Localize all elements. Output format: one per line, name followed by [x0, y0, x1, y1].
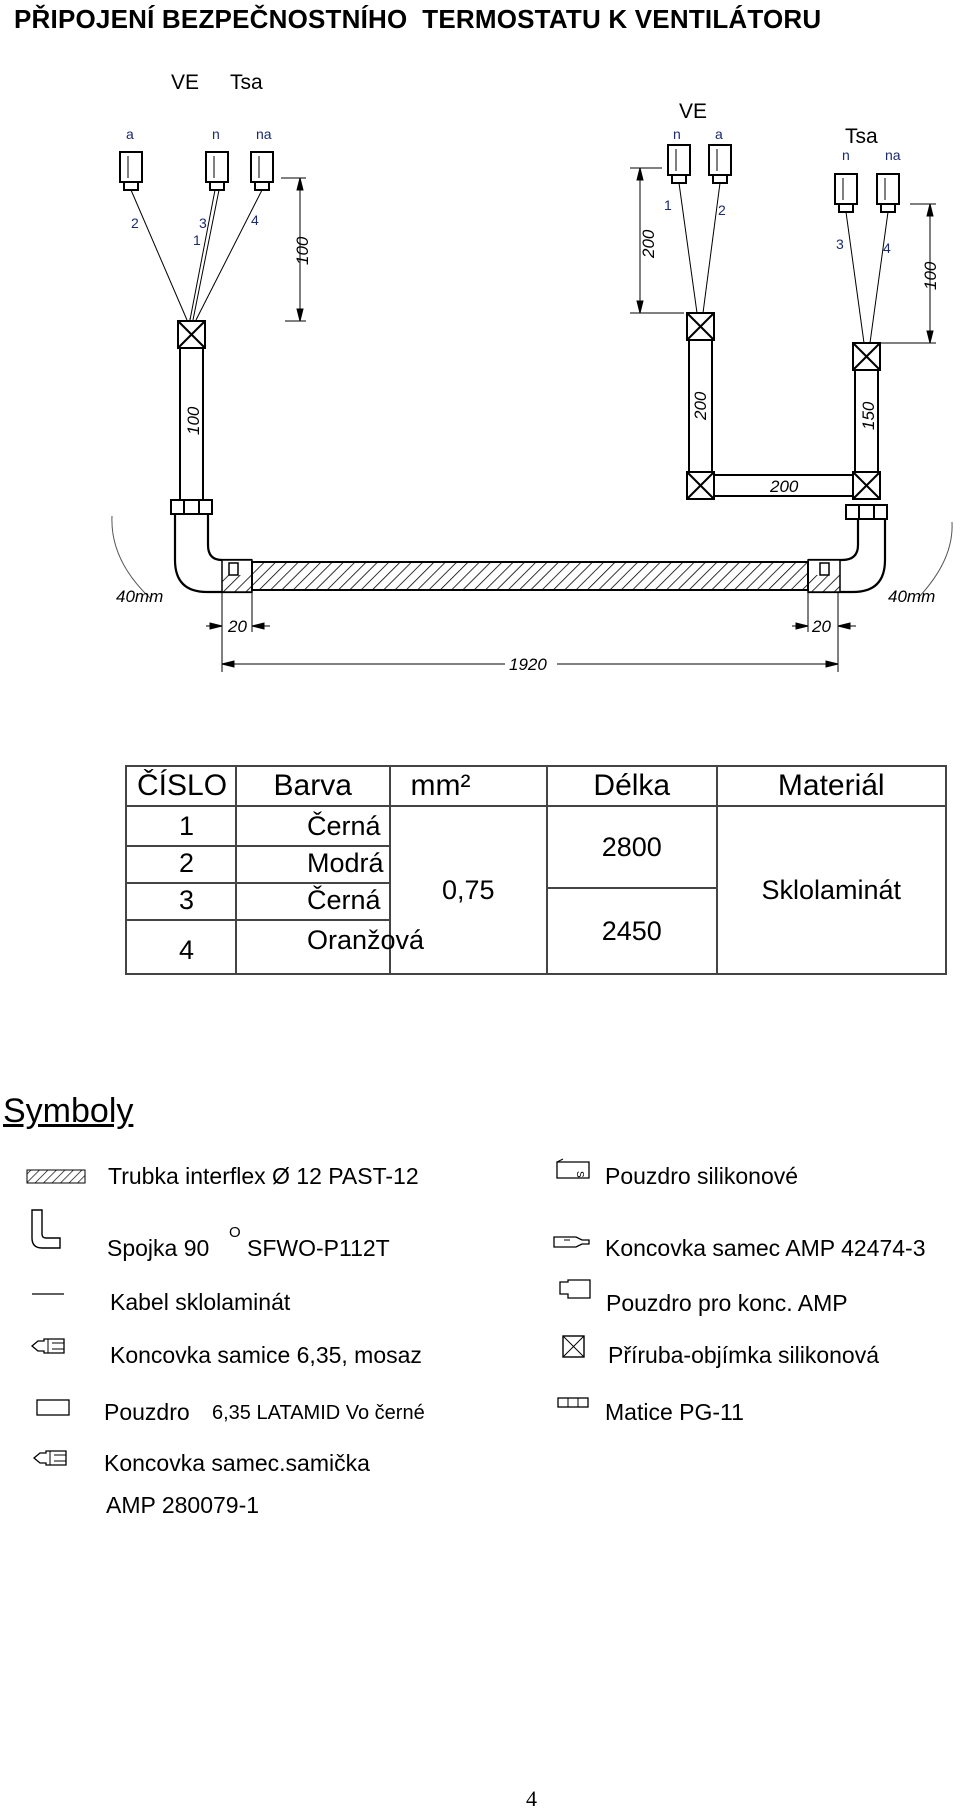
female-terminal-icon	[30, 1336, 68, 1356]
radius-left-label: 40mm	[116, 587, 164, 606]
right-tsa-connector-n: n	[842, 147, 850, 163]
right-ve-connector-n: n	[673, 126, 681, 142]
right-wire-2: 2	[718, 202, 726, 218]
row-number-4: 4	[179, 935, 195, 965]
row-color-2: Modrá	[307, 848, 384, 878]
housing-icon	[36, 1398, 72, 1418]
right-ve-connector-a: a	[715, 126, 723, 142]
length-2800: 2800	[601, 832, 662, 862]
left-wires	[131, 190, 262, 322]
male-female-terminal-icon	[32, 1448, 70, 1468]
radius-right-label: 40mm	[888, 587, 936, 606]
material-value: Sklolaminát	[761, 874, 902, 905]
right-ve-label: VE	[679, 100, 708, 123]
interflex-tube	[252, 562, 808, 590]
total-length-label: 1920	[509, 655, 547, 674]
cross-section-value: 0,75	[441, 874, 495, 905]
amp-housing-icon	[558, 1278, 594, 1302]
left-dim-label: 100	[293, 236, 312, 265]
symbol-label-amp-housing: Pouzdro pro konc. AMP	[606, 1290, 848, 1316]
row-color-3: Černá	[307, 885, 381, 915]
table-header-mm2: mm²	[390, 766, 548, 806]
symbols-heading: Symboly	[3, 1092, 134, 1130]
table-header-delka: Délka	[547, 766, 716, 806]
symbol-label-silicone-sleeve: Pouzdro silikonové	[605, 1163, 799, 1189]
left-ve-label: VE	[171, 71, 200, 94]
row-color-1: Černá	[307, 811, 381, 841]
wire-table	[125, 765, 947, 975]
left-flange-top	[178, 321, 205, 348]
nut-icon	[557, 1396, 591, 1410]
right-tsa-label: Tsa	[845, 125, 878, 148]
left-tsa-label: Tsa	[230, 71, 263, 94]
right-wire-4: 4	[883, 240, 891, 256]
symbol-label-housing: Pouzdro	[104, 1399, 190, 1425]
left-wire-1: 1	[193, 232, 201, 248]
length-2450: 2450	[601, 916, 662, 946]
wiring-diagram	[0, 0, 960, 760]
symbol-label-housing-spec: 6,35 LATAMID Vo černé	[212, 1402, 425, 1424]
male-terminal-icon	[552, 1232, 592, 1252]
table-header-barva: Barva	[236, 766, 390, 806]
offset-left-label: 20	[228, 617, 247, 636]
page-number: 4	[526, 1786, 537, 1811]
icon-s-letter: S	[574, 1171, 585, 1178]
right-horizontal-tube-dim: 200	[770, 477, 799, 496]
right-wire-3: 3	[836, 236, 844, 252]
symbol-label-female-terminal: Koncovka samice 6,35, mosaz	[110, 1342, 422, 1368]
symbol-label-amp-280079: AMP 280079-1	[106, 1492, 260, 1518]
symbol-label-flange: Příruba-objímka silikonová	[608, 1342, 880, 1368]
silicone-sleeve-icon	[555, 1158, 593, 1182]
symbol-label-cable: Kabel sklolaminát	[110, 1289, 291, 1315]
right-tsa-connector-na: na	[885, 147, 901, 163]
right-ve-tube-dim: 200	[691, 391, 710, 420]
left-connector-n: n	[212, 126, 220, 142]
left-connector-na: na	[256, 126, 272, 142]
row-number-3: 3	[179, 885, 195, 915]
right-tsa-tube-dim: 150	[859, 401, 878, 430]
material-cell	[717, 806, 947, 974]
right-wire-1: 1	[664, 197, 672, 213]
row-number-2: 2	[179, 848, 195, 878]
symbol-label-elbow: Spojka 90	[107, 1235, 210, 1261]
flange-sleeve-icon	[561, 1334, 587, 1360]
degree-mark: O	[229, 1224, 241, 1241]
left-connector-blocks	[120, 152, 273, 190]
symbol-label-male-female: Koncovka samec.samička	[104, 1450, 370, 1476]
right-nut	[846, 505, 887, 519]
table-header-cislo: ČÍSLO	[126, 766, 236, 806]
cable-line-icon	[32, 1290, 66, 1298]
left-tube-dim: 100	[184, 406, 203, 435]
left-wire-4: 4	[251, 212, 259, 228]
table-header-material: Materiál	[717, 766, 947, 806]
symbol-label-male-terminal: Koncovka samec AMP 42474-3	[605, 1235, 926, 1261]
left-wire-3: 3	[199, 215, 207, 231]
row-color-4: Oranžová	[307, 925, 425, 955]
elbow-fitting-icon	[28, 1208, 64, 1250]
offset-right-label: 20	[812, 617, 831, 636]
page-title: PŘIPOJENÍ BEZPEČNOSTNÍHO TERMOSTATU K VENTILÁTORU	[14, 4, 822, 34]
symbol-label-interflex: Trubka interflex Ø 12 PAST-12	[108, 1163, 419, 1189]
right-ve-tube	[687, 313, 853, 499]
row-number-1: 1	[179, 811, 195, 841]
symbol-label-nut: Matice PG-11	[605, 1399, 744, 1425]
hatched-tube-icon	[26, 1166, 88, 1188]
left-connector-a: a	[126, 126, 134, 142]
left-nut	[171, 500, 212, 514]
left-wire-2: 2	[131, 215, 139, 231]
symbol-label-sfwo: SFWO-P112T	[247, 1235, 390, 1261]
right-ve-dim: 200	[639, 229, 658, 258]
right-tsa-dim: 100	[921, 261, 940, 290]
right-connector-blocks	[668, 145, 899, 212]
